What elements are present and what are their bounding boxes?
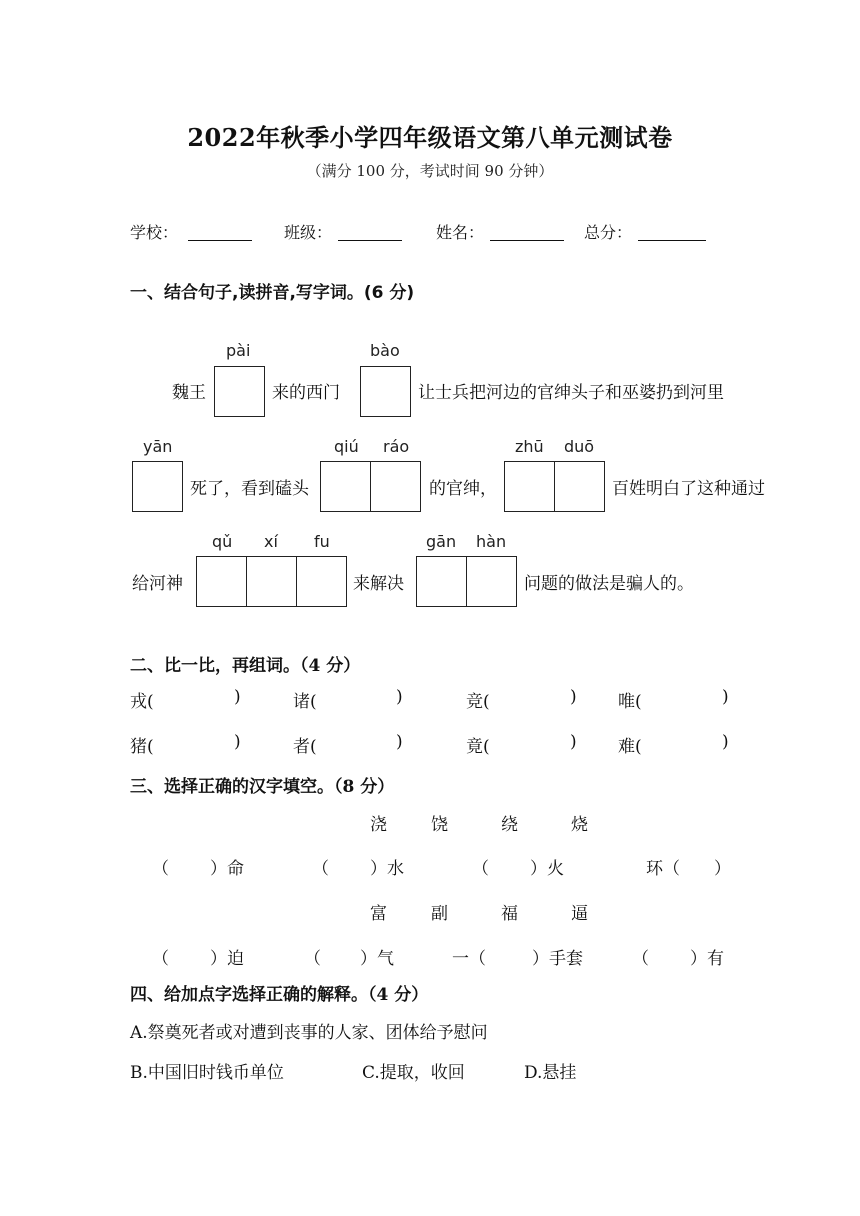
- fill-word: ）火: [530, 859, 564, 879]
- compare-item: 竟(: [466, 737, 490, 757]
- fill-open: （: [472, 859, 489, 879]
- compare-close: ): [722, 687, 729, 707]
- option-b: B.中国旧时钱币单位: [130, 1063, 284, 1083]
- pinyin-fu: fu: [314, 532, 330, 551]
- line2-text-b: 的官绅，: [429, 479, 497, 499]
- answer-box-divider: [296, 557, 297, 606]
- pinyin-han: hàn: [476, 532, 507, 551]
- answer-box-yan[interactable]: [132, 461, 183, 512]
- answer-box-divider: [554, 462, 555, 511]
- line1-text-a: 魏王: [172, 383, 206, 403]
- compare-close: ): [722, 732, 729, 752]
- pinyin-rao: ráo: [383, 437, 410, 456]
- choice-char: 烧: [571, 815, 588, 835]
- name-blank[interactable]: [490, 222, 564, 241]
- choice-char: 副: [431, 904, 448, 924]
- answer-box-divider: [466, 557, 467, 606]
- pinyin-bao: bào: [370, 341, 400, 360]
- compare-item: 戎(: [130, 692, 154, 712]
- choice-char: 逼: [571, 904, 588, 924]
- pinyin-zhu: zhū: [515, 437, 544, 456]
- choice-char: 饶: [431, 815, 448, 835]
- answer-box-ganhan[interactable]: [416, 556, 517, 607]
- pinyin-duo: duō: [564, 437, 595, 456]
- option-a: A.祭奠死者或对遭到丧事的人家、团体给予慰问: [130, 1023, 488, 1043]
- class-label: 班级：: [284, 223, 333, 242]
- fill-word: ）手套: [532, 949, 583, 969]
- choice-char: 富: [370, 904, 387, 924]
- pinyin-yan: yān: [143, 437, 173, 456]
- fill-open: （: [152, 949, 169, 969]
- line2-text-c: 百姓明白了这种通过: [612, 479, 765, 499]
- total-label: 总分：: [584, 223, 633, 242]
- section1-heading: 一、结合句子,读拼音,写字词。(6 分): [130, 283, 415, 303]
- answer-box-divider: [246, 557, 247, 606]
- line3-text-a: 给河神: [132, 574, 183, 594]
- fill-word: ）迫: [210, 949, 244, 969]
- fill-open: （: [632, 949, 649, 969]
- choice-char: 绕: [501, 815, 518, 835]
- pinyin-pai: pài: [226, 341, 251, 360]
- answer-box-pai[interactable]: [214, 366, 265, 417]
- fill-open: 环（: [646, 859, 680, 879]
- compare-close: ): [234, 687, 241, 707]
- section3-heading: 三、选择正确的汉字填空。（8 分）: [130, 777, 395, 797]
- compare-item: 竞(: [466, 692, 490, 712]
- line1-text-b: 来的西门: [272, 383, 340, 403]
- choice-char: 浇: [370, 815, 387, 835]
- pinyin-xi: xí: [264, 532, 278, 551]
- compare-item: 难(: [618, 737, 642, 757]
- fill-word: ）有: [690, 949, 724, 969]
- answer-box-qiurao[interactable]: [320, 461, 421, 512]
- total-blank[interactable]: [638, 222, 706, 241]
- option-c: C.提取，收回: [362, 1063, 465, 1083]
- name-label: 姓名：: [436, 223, 485, 242]
- line1-text-c: 让士兵把河边的官绅头子和巫婆扔到河里: [418, 383, 724, 403]
- section4-heading: 四、给加点字选择正确的解释。（4 分）: [130, 985, 429, 1005]
- compare-close: ): [570, 732, 577, 752]
- page-title: 2022年秋季小学四年级语文第八单元测试卷: [187, 123, 673, 152]
- line3-text-b: 来解决: [353, 574, 404, 594]
- fill-word: ）水: [370, 859, 404, 879]
- line2-text-a: 死了，看到磕头: [190, 479, 309, 499]
- compare-item: 诸(: [293, 692, 317, 712]
- answer-box-bao[interactable]: [360, 366, 411, 417]
- fill-word: ）气: [360, 949, 394, 969]
- compare-close: ): [396, 687, 403, 707]
- school-label: 学校：: [130, 223, 179, 242]
- compare-item: 者(: [293, 737, 317, 757]
- class-blank[interactable]: [338, 222, 402, 241]
- fill-open: （: [312, 859, 329, 879]
- compare-close: ): [570, 687, 577, 707]
- choice-char: 福: [501, 904, 518, 924]
- compare-item: 唯(: [618, 692, 642, 712]
- fill-word: ）: [714, 859, 731, 879]
- answer-box-quxifu[interactable]: [196, 556, 347, 607]
- line3-text-c: 问题的做法是骗人的。: [524, 574, 694, 594]
- answer-box-zhuduo[interactable]: [504, 461, 605, 512]
- fill-open: （: [304, 949, 321, 969]
- compare-close: ): [234, 732, 241, 752]
- pinyin-gan: gān: [426, 532, 457, 551]
- option-d: D.悬挂: [524, 1063, 577, 1083]
- fill-word: ）命: [210, 859, 244, 879]
- pinyin-qiu: qiú: [334, 437, 359, 456]
- fill-open: （: [152, 859, 169, 879]
- section2-heading: 二、比一比，再组词。（4 分）: [130, 656, 361, 676]
- answer-box-divider: [370, 462, 371, 511]
- page-subtitle: （满分 100 分，考试时间 90 分钟）: [306, 162, 554, 180]
- compare-item: 猪(: [130, 737, 154, 757]
- fill-open: 一（: [452, 949, 486, 969]
- compare-close: ): [396, 732, 403, 752]
- school-blank[interactable]: [188, 222, 252, 241]
- pinyin-qu: qǔ: [212, 532, 233, 551]
